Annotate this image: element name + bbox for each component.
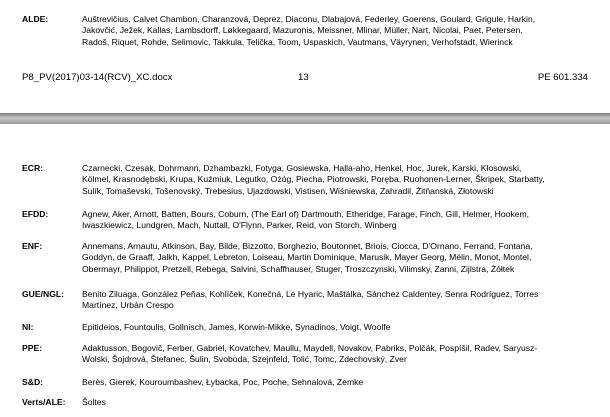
group-members: Auštrevičius, Calvet Chambon, Charanzová, Deprez, Diaconu, Dlabajová, Federley, Goerens, Goulard, Grigule, Harkin, Jakovčić, Ježek, Kallas, Lambsdorff, Løkkegaard, Mazuronis, Meissner, Mlinar, Müller, Nart, Nicolai, Paet, Petersen, Radoš, Riquet, Rohde, Selimovic, Takkula, Telička, Toom, Uspaskich, Vautmans, Väyrynen, Verhofstadt, Wierinck — [82, 14, 536, 47]
page-separator — [0, 113, 610, 124]
group-label: ENF: — [22, 241, 43, 251]
document-page-top — [0, 0, 610, 113]
group-members: Berès, Gierek, Kouroumbashev, Łybacka, Poc, Poche, Sehnalová, Zemke — [82, 377, 364, 387]
document-page-bottom — [0, 124, 610, 417]
group-label: ECR: — [22, 163, 44, 173]
group-members: Benito Ziluaga, González Peñas, Kohlíček, Konečná, Le Hyaric, Maštálka, Sánchez Caldentey, Senra Rodríguez, Torres Martínez, Urbán Crespo — [82, 289, 539, 311]
group-label: GUE/NGL: — [22, 289, 65, 299]
group-label: PPE: — [22, 343, 43, 353]
group-label: EFDD: — [22, 209, 49, 219]
group-members: Adaktusson, Bogovič, Ferber, Gabriel, Kovatchev, Maullu, Maydell, Novakov, Pabriks, Polčák, Pospíšil, Radev, Saryusz- Wolski, Šojdrová, Štefanec, Šulin, Svoboda, Szejnfeld, Tolić, Tomc, Zdechovský, Zver — [82, 343, 538, 365]
group-label: NI: — [22, 322, 34, 332]
group-members: Czarnecki, Czesak, Dohrmann, Dzhambazki, Fotyga, Gosiewska, Halla-aho, Henkel, Hoc, Jurek, Karski, Kłosowski, Kölmel, Krasnodębski, Krupa, Kuźmiuk, Legutko, Ożóg, Piecha, Piotrowski, Poręba, Ruohonen-Lerner, Škripek, Starbatty, Sulík, Tomaševski, Tošenovský, Trebesius, Ujazdowski, Vistisen, Wiśniewska, Zahradil, Żitňanská, Złotowski — [82, 163, 545, 196]
group-members: Šoltes — [82, 397, 106, 407]
footer-document-ref: P8_PV(2017)03-14(RCV)_XC.docx — [22, 72, 173, 83]
group-members: Agnew, Aker, Arnott, Batten, Bours, Coburn, (The Earl of) Dartmouth, Etheridge, Farage, Finch, Gill, Helmer, Hookem, Iwaszkiewicz, Lundgren, Mach, Nuttall, O'Flynn, Parker, Reid, von Storch, Winberg — [82, 209, 530, 231]
group-members: Epitideios, Fountoulis, Gollnisch, James, Korwin-Mikke, Synadinos, Voigt, Woolfe — [82, 322, 391, 332]
footer-pe-number: PE 601.334 — [537, 72, 588, 83]
page-footer — [0, 72, 610, 86]
group-label: Verts/ALE: — [22, 397, 66, 407]
footer-page-number: 13 — [298, 72, 309, 83]
group-label: ALDE: — [22, 14, 49, 24]
group-members: Annemans, Arnautu, Atkinson, Bay, Bilde, Bizzotto, Borghezio, Boutonnet, Briois, Ciocca, D'Ornano, Ferrand, Fontana, Goddyn, de Graaff, Jalkh, Kappel, Lebreton, Loiseau, Martin Dominique, Marusik, Mayer Georg, Mélin, Monot, Montel, Obermayr, Philippot, Pretzell, Rebega, Salvini, Schaffhauser, Stuger, Troszczynski, Vilimsky, Zanni, Zijlstra, Żółtek — [82, 241, 533, 274]
group-label: S&D: — [22, 377, 44, 387]
